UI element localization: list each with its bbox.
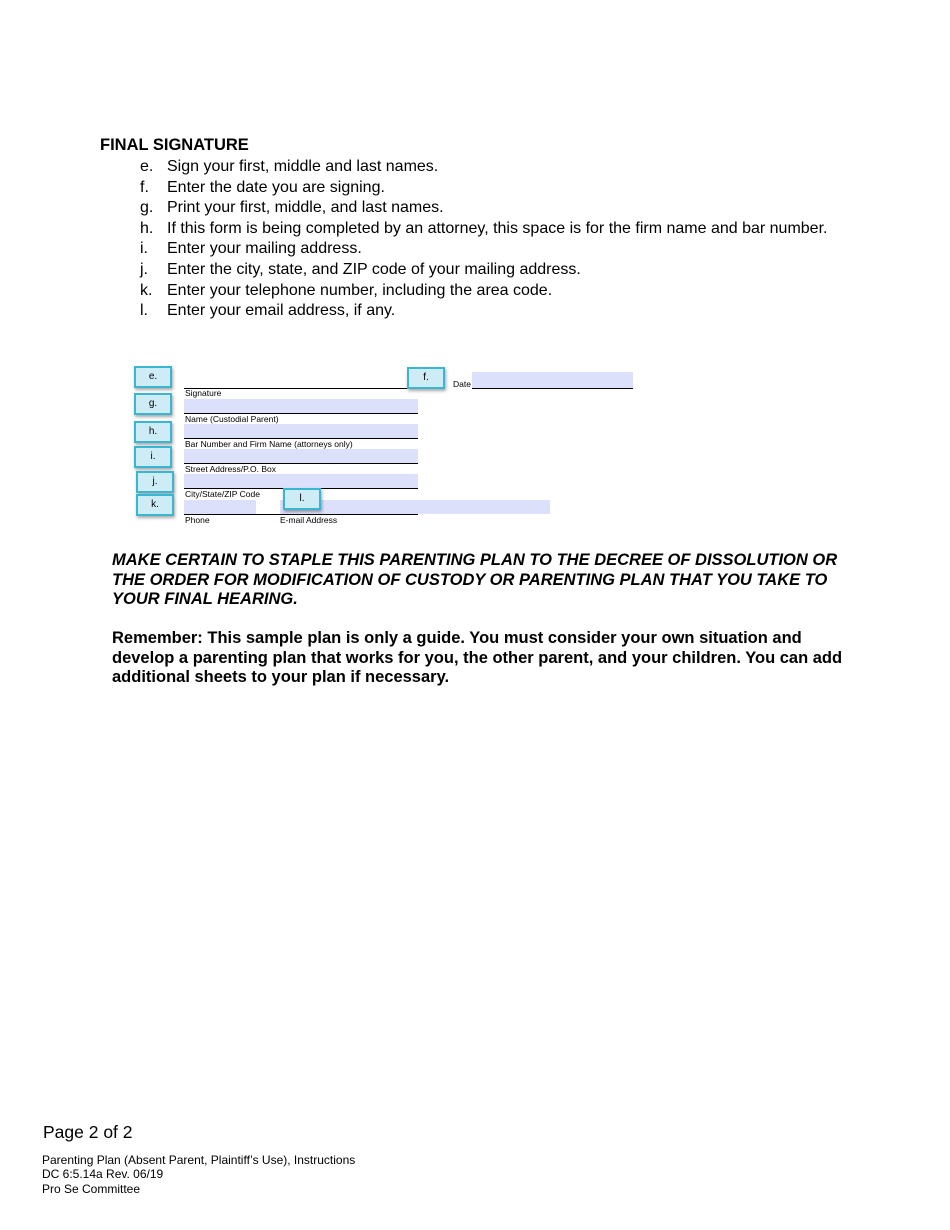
phone-field[interactable] bbox=[184, 500, 256, 514]
callout-g: g. bbox=[134, 393, 172, 415]
email-label: E-mail Address bbox=[280, 515, 338, 525]
instruction-letter: g. bbox=[140, 199, 154, 217]
date-line bbox=[472, 388, 633, 389]
name-label: Name (Custodial Parent) bbox=[185, 414, 279, 424]
footer-form-title: Parenting Plan (Absent Parent, Plaintiff’s Use), Instructions bbox=[42, 1153, 356, 1167]
instruction-text: Sign your first, middle and last names. bbox=[167, 158, 439, 175]
city-state-zip-field[interactable] bbox=[184, 474, 418, 488]
footer bbox=[42, 1153, 355, 1196]
street-address-field[interactable] bbox=[184, 449, 418, 463]
page-number: Page 2 of 2 bbox=[43, 1122, 133, 1142]
bar-number-label: Bar Number and Firm Name (attorneys only) bbox=[185, 439, 353, 449]
callout-h: h. bbox=[134, 421, 172, 443]
section-heading: FINAL SIGNATURE bbox=[100, 136, 249, 154]
footer-committee: Pro Se Committee bbox=[42, 1181, 141, 1196]
instruction-item-j bbox=[140, 260, 830, 281]
callout-i: i. bbox=[134, 446, 172, 468]
callout-e: e. bbox=[134, 366, 172, 388]
instruction-text: Enter the date you are signing. bbox=[167, 178, 385, 196]
callout-k: k. bbox=[136, 494, 174, 516]
signature-label: Signature bbox=[185, 388, 222, 398]
instruction-item-g bbox=[140, 198, 830, 219]
instruction-letter: l. bbox=[140, 302, 148, 320]
footer-form-number: DC 6:5.14a Rev. 06/19 bbox=[42, 1167, 164, 1182]
callout-j: j. bbox=[136, 471, 174, 493]
staple-notice: MAKE CERTAIN TO STAPLE THIS PARENTING PLAN TO THE DECREE OF DISSOLUTION OR THE ORDER FOR MODIFICATION OF CUSTODY OR PARENTING PLAN THAT YOU TAKE TO YOUR FINAL HEARING. bbox=[112, 551, 838, 609]
street-address-label: Street Address/P.O. Box bbox=[185, 464, 277, 474]
instruction-item-i bbox=[140, 239, 830, 260]
date-field[interactable] bbox=[472, 372, 633, 388]
instruction-text: Enter your email address, if any. bbox=[167, 302, 396, 320]
instruction-text: If this form is being completed by an attorney, this space is for the firm name and bar number. bbox=[167, 219, 828, 237]
signature-form-sample bbox=[130, 362, 650, 532]
instruction-letter: f. bbox=[140, 178, 149, 196]
instruction-text: Print your first, middle, and last names. bbox=[167, 199, 444, 217]
bar-number-field[interactable] bbox=[184, 424, 418, 438]
instruction-item-l bbox=[140, 301, 830, 322]
instruction-list bbox=[140, 157, 830, 322]
city-state-zip-label: City/State/ZIP Code bbox=[185, 489, 260, 499]
instruction-text: Enter the city, state, and ZIP code of your mailing address. bbox=[167, 260, 581, 278]
instruction-item-h bbox=[140, 219, 830, 240]
callout-f: f. bbox=[407, 367, 445, 389]
remember-notice: Remember: This sample plan is only a guide. You must consider your own situation and develop a parenting plan that works for you, the other parent, and your children. You can add additional sheets to your plan if necessary. bbox=[112, 629, 843, 687]
instruction-letter: h. bbox=[140, 219, 154, 237]
instruction-letter: j. bbox=[140, 260, 148, 278]
instruction-text: Enter your telephone number, including the area code. bbox=[167, 281, 553, 299]
instruction-letter: i. bbox=[140, 240, 148, 258]
instruction-letter: e. bbox=[140, 158, 154, 175]
instruction-text: Enter your mailing address. bbox=[167, 240, 362, 258]
callout-l: l. bbox=[283, 488, 321, 510]
instruction-item-f bbox=[140, 178, 830, 199]
name-field[interactable] bbox=[184, 399, 418, 413]
phone-label: Phone bbox=[185, 515, 210, 525]
date-label: Date bbox=[453, 379, 471, 389]
instruction-letter: k. bbox=[140, 281, 153, 299]
instruction-item-e bbox=[140, 157, 830, 178]
instruction-item-k bbox=[140, 281, 830, 302]
